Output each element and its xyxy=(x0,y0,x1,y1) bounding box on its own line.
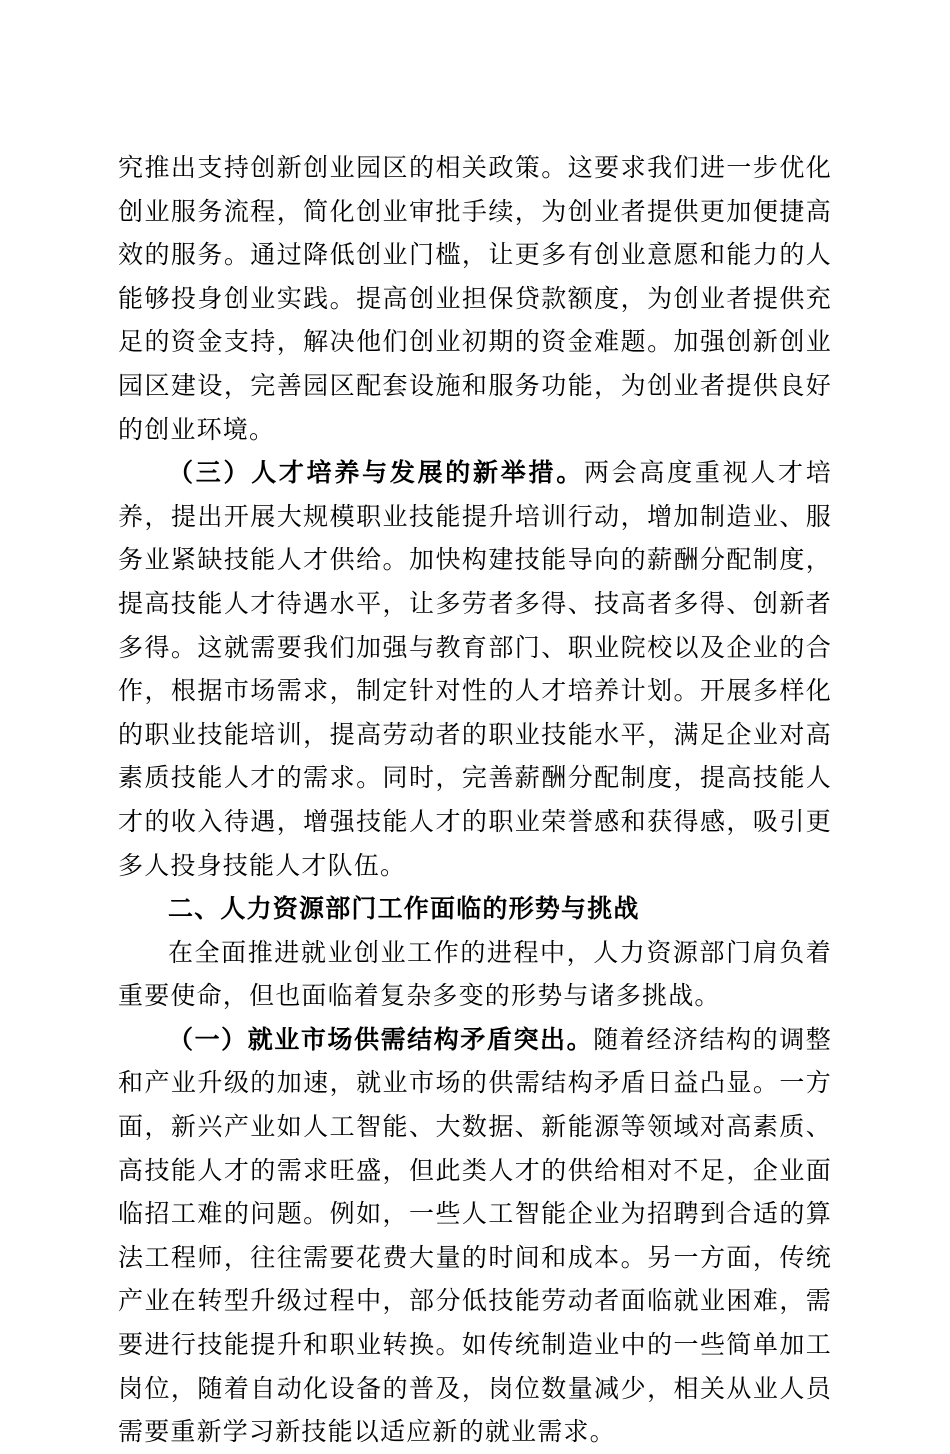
document-page xyxy=(118,146,832,1454)
paragraph-employment-market xyxy=(118,1018,832,1454)
section-heading-two: 二、人力资源部门工作面临的形势与挑战 xyxy=(168,894,640,924)
paragraph-talent-training-body: 两会高度重视人才培养，提出开展大规模职业技能提升培训行动，增加制造业、服务业紧缺技能人才供给。加快构建技能导向的薪酬分配制度，提高技能人才待遇水平，让多劳者多得、技高者多得、创新者多得。这就需要我们加强与教育部门、职业院校以及企业的合作，根据市场需求，制定针对性的人才培养计划。开展多样化的职业技能培训，提高劳动者的职业技能水平，满足企业对高素质技能人才的需求。同时，完善薪酬分配制度，提高技能人才的收入待遇，增强技能人才的职业荣誉感和获得感，吸引更多人投身技能人才队伍。 xyxy=(118,458,832,880)
subsection-heading-three: （三）人才培养与发展的新举措。 xyxy=(168,458,584,488)
subsection-heading-one: （一）就业市场供需结构矛盾突出。 xyxy=(168,1024,594,1054)
paragraph-talent-training xyxy=(118,451,832,887)
paragraph-section-intro: 在全面推进就业创业工作的进程中，人力资源部门肩负着重要使命，但也面临着复杂多变的形势与诸多挑战。 xyxy=(118,937,832,1011)
paragraph-employment-market-body: 随着经济结构的调整和产业升级的加速，就业市场的供需结构矛盾日益凸显。一方面，新兴产业如人工智能、大数据、新能源等领域对高素质、高技能人才的需求旺盛，但此类人才的供给相对不足，企业面临招工难的问题。例如，一些人工智能企业为招聘到合适的算法工程师，往往需要花费大量的时间和成本。另一方面，传统产业在转型升级过程中，部分低技能劳动者面临就业困难，需要进行技能提升和职业转换。如传统制造业中的一些简单加工岗位，随着自动化设备的普及，岗位数量减少，相关从业人员需要重新学习新技能以适应新的就业需求。 xyxy=(118,1024,832,1447)
paragraph-continuation: 究推出支持创新创业园区的相关政策。这要求我们进一步优化创业服务流程，简化创业审批手续，为创业者提供更加便捷高效的服务。通过降低创业门槛，让更多有创业意愿和能力的人能够投身创业实践。提高创业担保贷款额度，为创业者提供充足的资金支持，解决他们创业初期的资金难题。加强创新创业园区建设，完善园区配套设施和服务功能，为创业者提供良好的创业环境。 xyxy=(118,153,832,444)
